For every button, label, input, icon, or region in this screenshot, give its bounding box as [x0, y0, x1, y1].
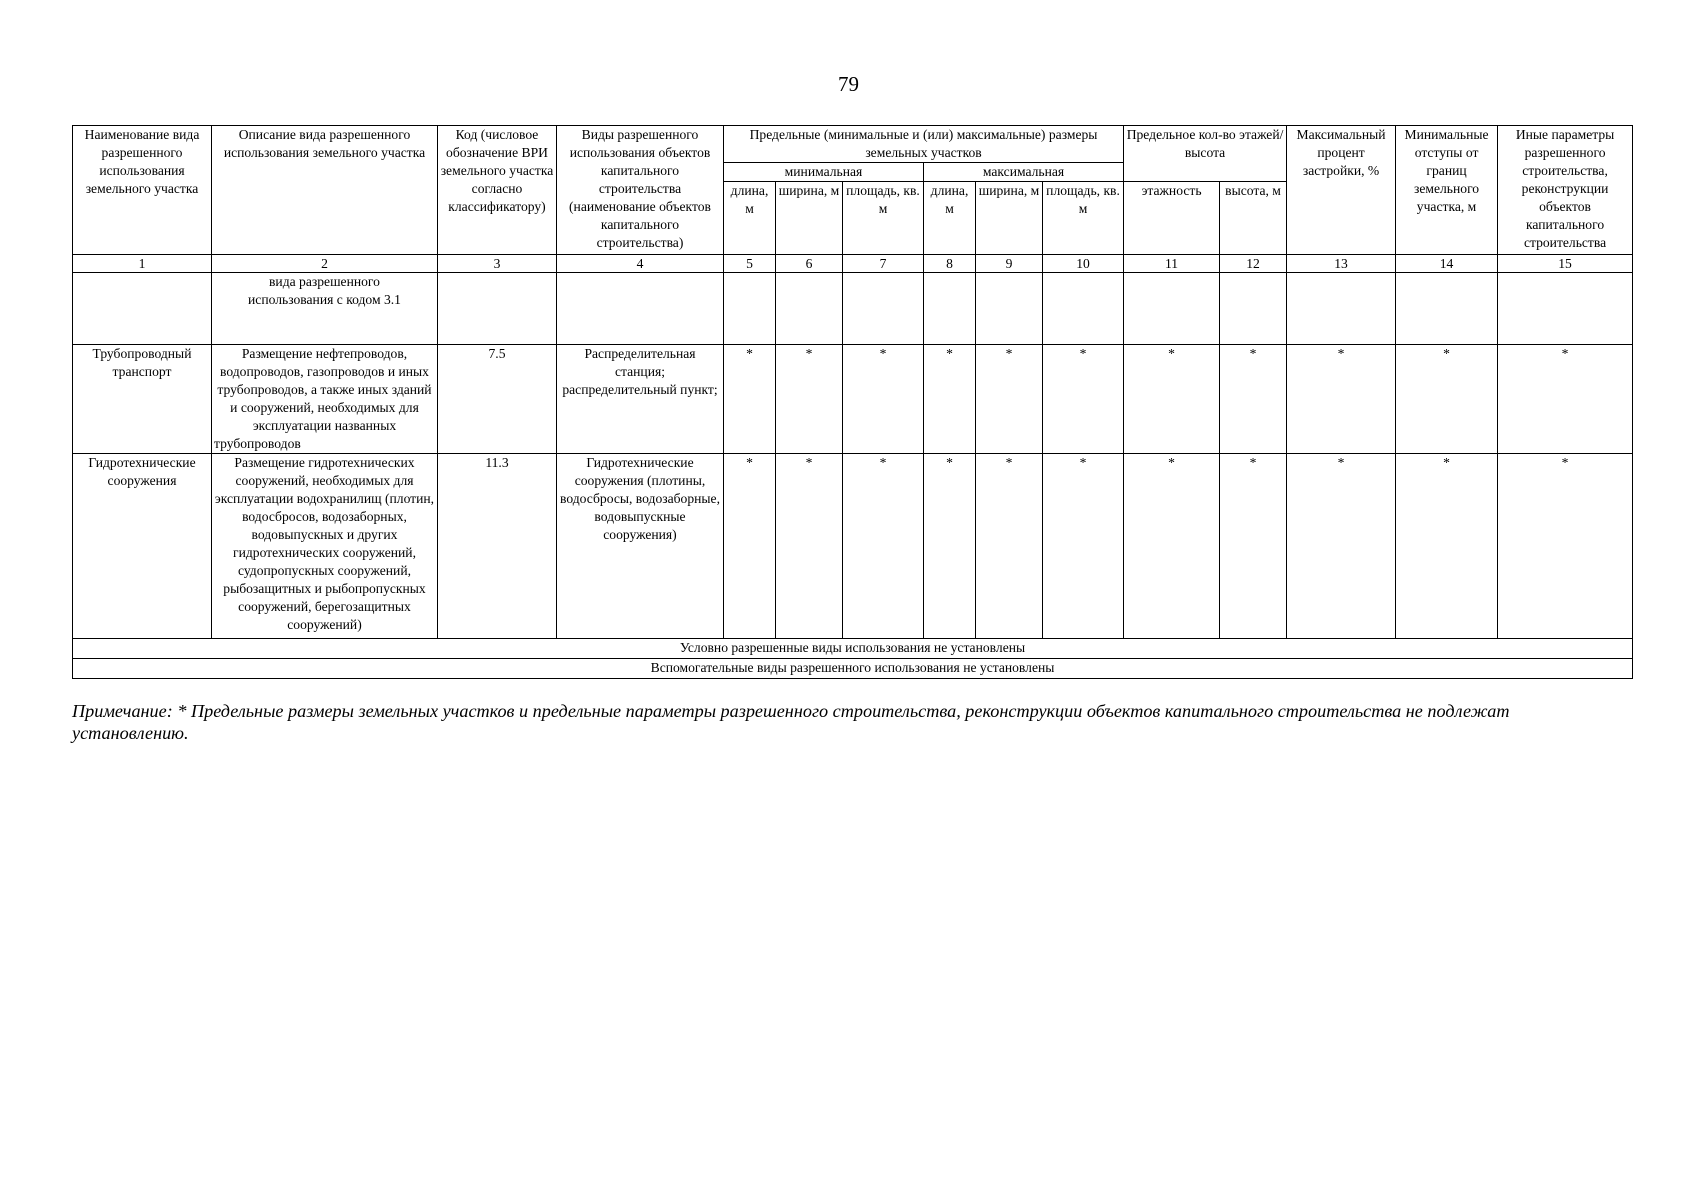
row-value: *	[1124, 454, 1220, 639]
row-objects: Гидротехнические сооружения (плотины, водосбросы, водозаборные, водовыпускные сооружения)	[557, 454, 724, 639]
row-value: *	[1396, 345, 1498, 454]
header-code: Код (числовое обозначение ВРИ земельного участка согласно классификатору)	[438, 126, 557, 255]
row-value: *	[924, 345, 976, 454]
row-value	[843, 273, 924, 345]
header-floors-height: Предельное кол-во этажей/высота	[1124, 126, 1287, 182]
header-name: Наименование вида разрешенного использования земельного участка	[73, 126, 212, 255]
header-description: Описание вида разрешенного использования земельного участка	[212, 126, 438, 255]
row-description: Размещение гидротехнических сооружений, необходимых для эксплуатации водохранилищ (плотин, водосбросов, водозаборных, водовыпускных и других гидротехнических сооружений, судопропускных сооружений, рыбозащитных и рыбопропускных сооружений, берегозащитных сооружений)	[212, 454, 438, 639]
column-number: 9	[976, 255, 1043, 273]
row-value: *	[776, 454, 843, 639]
row-value: *	[1043, 454, 1124, 639]
header-max-length: длина, м	[924, 182, 976, 255]
row-value: *	[976, 345, 1043, 454]
row-value: *	[1396, 454, 1498, 639]
row-value	[1124, 273, 1220, 345]
header-min-length: длина, м	[724, 182, 776, 255]
row-value: *	[724, 454, 776, 639]
row-value	[1287, 273, 1396, 345]
row-value: *	[1220, 454, 1287, 639]
header-max-width: ширина, м	[976, 182, 1043, 255]
row-value: *	[776, 345, 843, 454]
row-value: *	[843, 454, 924, 639]
row-value: *	[1287, 345, 1396, 454]
table-row	[73, 454, 1633, 639]
footnote: Примечание: * Предельные размеры земельных участков и предельные параметры разрешенного строительства, реконструкции объектов капитального строительства не подлежат установлению.	[72, 701, 1510, 743]
row-value	[1220, 273, 1287, 345]
column-number-row	[73, 255, 1633, 273]
table-row	[73, 273, 1633, 345]
column-number: 11	[1124, 255, 1220, 273]
column-number: 7	[843, 255, 924, 273]
header-max-coverage: Максимальный процент застройки, %	[1287, 126, 1396, 255]
row-name: Гидротехнические сооружения	[73, 454, 212, 639]
row-name	[73, 273, 212, 345]
header-min-setbacks: Минимальные отступы от границ земельного участка, м	[1396, 126, 1498, 255]
row-description: Размещение нефтепроводов, водопроводов, газопроводов и иных трубопроводов, а также иных зданий и сооружений, необходимых для эксплуатации названных трубопроводов	[212, 345, 438, 454]
header-plot-limits: Предельные (минимальные и (или) максимальные) размеры земельных участков	[724, 126, 1124, 163]
row-code: 7.5	[438, 345, 557, 454]
header-other-params: Иные параметры разрешенного строительства, реконструкции объектов капитального строительства	[1498, 126, 1633, 255]
header-max-area: площадь, кв. м	[1043, 182, 1124, 255]
header-objects: Виды разрешенного использования объектов капитального строительства (наименование объектов капитального строительства)	[557, 126, 724, 255]
row-value	[976, 273, 1043, 345]
column-number: 14	[1396, 255, 1498, 273]
row-value: *	[976, 454, 1043, 639]
column-number: 10	[1043, 255, 1124, 273]
row-value: *	[924, 454, 976, 639]
row-value	[1396, 273, 1498, 345]
column-number: 6	[776, 255, 843, 273]
header-min-width: ширина, м	[776, 182, 843, 255]
header-min-area: площадь, кв. м	[843, 182, 924, 255]
conditional-uses-note: Условно разрешенные виды использования не установлены	[73, 639, 1633, 659]
row-value	[724, 273, 776, 345]
row-value: *	[724, 345, 776, 454]
column-number: 1	[73, 255, 212, 273]
column-number: 2	[212, 255, 438, 273]
header-floors: этажность	[1124, 182, 1220, 255]
row-value	[924, 273, 976, 345]
column-number: 5	[724, 255, 776, 273]
row-value	[1043, 273, 1124, 345]
row-description: вида разрешенного использования с кодом 3.1	[212, 273, 438, 345]
row-code: 11.3	[438, 454, 557, 639]
zoning-regulations-table	[72, 125, 1633, 679]
auxiliary-uses-note: Вспомогательные виды разрешенного использования не установлены	[73, 659, 1633, 679]
row-value: *	[1498, 454, 1633, 639]
row-value	[776, 273, 843, 345]
row-value: *	[1220, 345, 1287, 454]
row-value: *	[1498, 345, 1633, 454]
column-number: 8	[924, 255, 976, 273]
row-objects: Распределительная станция; распределительный пункт;	[557, 345, 724, 454]
header-maximum: максимальная	[924, 163, 1124, 182]
column-number: 3	[438, 255, 557, 273]
table-row	[73, 639, 1633, 659]
column-number: 12	[1220, 255, 1287, 273]
header-height: высота, м	[1220, 182, 1287, 255]
row-value	[1498, 273, 1633, 345]
column-number: 15	[1498, 255, 1633, 273]
row-value: *	[1124, 345, 1220, 454]
table-row	[73, 659, 1633, 679]
row-name: Трубопроводный транспорт	[73, 345, 212, 454]
page-number: 79	[838, 72, 859, 96]
row-code	[438, 273, 557, 345]
column-number: 13	[1287, 255, 1396, 273]
row-value: *	[843, 345, 924, 454]
row-objects	[557, 273, 724, 345]
column-number: 4	[557, 255, 724, 273]
row-value: *	[1043, 345, 1124, 454]
header-minimum: минимальная	[724, 163, 924, 182]
row-value: *	[1287, 454, 1396, 639]
table-row	[73, 345, 1633, 454]
